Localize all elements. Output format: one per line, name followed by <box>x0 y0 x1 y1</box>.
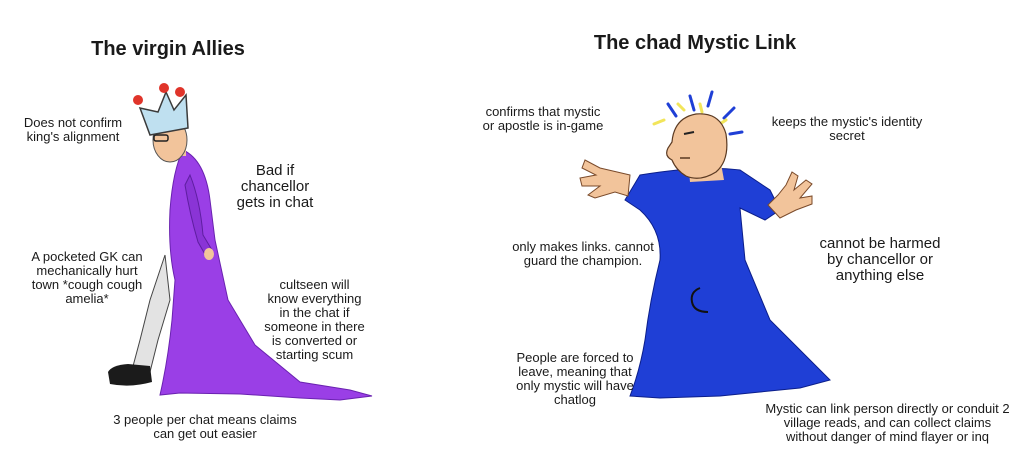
note-cultseen: cultseen will know everything in the chat if someone in there is converted or starting scum <box>264 277 365 362</box>
crown-dot <box>133 95 143 105</box>
note-harm: cannot be harmed by chancellor or anything else <box>819 235 941 284</box>
note-claims: 3 people per chat means claims can get out easier <box>113 412 297 441</box>
chad-hand-left <box>580 160 630 198</box>
crown-dot <box>175 87 185 97</box>
note-links: only makes links. cannot guard the champion. <box>512 239 654 268</box>
chad-head <box>667 114 727 178</box>
chad-hand-right <box>768 172 812 218</box>
crown-dot <box>159 83 169 93</box>
note-conduit: Mystic can link person directly or conduit 2 village reads, and can collect claims without danger of mind flayer or inq <box>765 401 1010 444</box>
virgin-shoe <box>108 364 152 386</box>
note-bad-chancellor: Bad if chancellor gets in chat <box>236 162 314 211</box>
crown <box>140 92 188 135</box>
note-king: Does not confirm king's alignment <box>23 115 123 144</box>
note-forced: People are forced to leave, meaning that only mystic will have chatlog <box>516 350 634 407</box>
note-confirms: confirms that mystic or apostle is in-game <box>482 104 604 133</box>
note-identity: keeps the mystic's identity secret <box>771 114 923 143</box>
virgin-hand <box>204 248 214 260</box>
note-gk: A pocketed GK can mechanically hurt town *cough cough amelia* <box>31 249 143 306</box>
virgin-title: The virgin Allies <box>91 38 245 60</box>
chad-title: The chad Mystic Link <box>593 32 797 54</box>
